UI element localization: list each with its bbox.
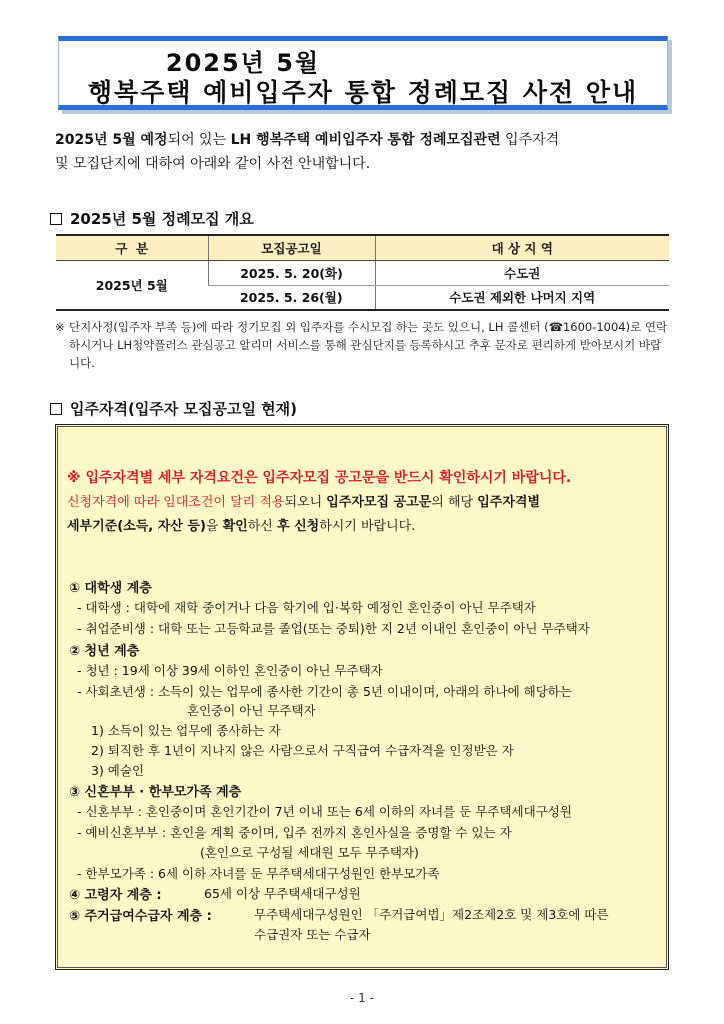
- intro-text-3: 및 모집단지에 대하여 아래와 같이 사전 안내합니다.: [55, 156, 371, 172]
- eligibility-guidance: [67, 491, 662, 539]
- region-cell: 수도권: [375, 260, 669, 285]
- guidance-bold: 후 신청: [276, 519, 320, 534]
- eligibility-group-title: ⑤ 주거급여수급자 계층 :: [69, 909, 212, 924]
- eligibility-item: - 신혼부부 : 혼인중이며 혼인기간이 7년 이내 또는 6세 이하의 자녀를 둔 무주택세대구성원: [77, 804, 572, 819]
- period-cell: 2025년 5월: [56, 260, 208, 310]
- eligibility-item: - 청년 : 19세 이상 39세 이하인 혼인중이 아닌 무주택자: [77, 663, 383, 678]
- eligibility-item: 65세 이상 무주택세대구성원: [204, 886, 361, 901]
- title-banner: [58, 36, 668, 110]
- eligibility-group-title: ② 청년 계층: [69, 644, 140, 659]
- eligibility-item: 무주택세대구성원인 「주거급여법」제2조제2호 및 제3호에 따른: [254, 907, 609, 922]
- eligibility-item: 수급권자 또는 수급자: [254, 927, 371, 942]
- eligibility-item: - 사회초년생 : 소득이 있는 업무에 종사한 기간이 총 5년 이내이며, 아래의 하나에 해당하는: [77, 684, 572, 699]
- eligibility-group-title: ① 대학생 계층: [69, 581, 152, 596]
- guidance-bold: 확인: [222, 519, 248, 534]
- eligibility-group-title: ④ 고령자 계층 :: [69, 888, 162, 903]
- header-category: 구 분: [56, 235, 208, 260]
- guidance-text: 되오니: [284, 495, 327, 510]
- overview-note: [55, 318, 670, 372]
- page-number: - 1 -: [350, 991, 374, 1005]
- eligibility-item: 1) 소득이 있는 업무에 종사하는 자: [91, 723, 281, 738]
- date-cell: 2025. 5. 20(화): [208, 260, 375, 285]
- eligibility-item: - 대학생 : 대학에 재학 중이거나 다음 학기에 입·복학 예정인 혼인중이 아닌 무주택자: [77, 600, 536, 615]
- eligibility-item: - 한부모가족 : 6세 이하 자녀를 둔 무주택세대구성원인 한부모가족: [77, 866, 440, 881]
- schedule-table: [56, 234, 669, 311]
- region-cell: 수도권 제외한 나머지 지역: [375, 285, 669, 310]
- eligibility-item: 2) 퇴직한 후 1년이 지나지 않은 사람으로서 구직급여 수급자격을 인정받은 자: [91, 743, 514, 758]
- overview-heading-text: 2025년 5월 정례모집 개요: [70, 210, 254, 228]
- eligibility-box: [55, 424, 669, 970]
- intro-text-1: 되어 있는: [167, 132, 231, 148]
- eligibility-item: (혼인으로 구성될 세대원 모두 무주택자): [200, 845, 419, 860]
- header-date: 모집공고일: [208, 235, 375, 260]
- eligibility-heading: [50, 398, 297, 419]
- guidance-text: 을: [205, 519, 223, 534]
- title-line-2: 행복주택 예비입주자 통합 정례모집 사전 안내: [87, 78, 639, 107]
- overview-heading: [50, 208, 254, 229]
- guidance-red-text: 신청자격에 따라 임대조건이 달리 적용: [67, 495, 285, 510]
- eligibility-warning: ※ 입주자격별 세부 자격요건은 입주자모집 공고문을 반드시 확인하시기 바랍니다.: [67, 470, 572, 486]
- eligibility-group-title: ③ 신혼부부 · 한부모가족 계층: [69, 785, 242, 800]
- eligibility-item: 혼인중이 아닌 무주택자: [187, 703, 316, 718]
- eligibility-item: 3) 예술인: [91, 763, 145, 778]
- guidance-bold: 입주자모집 공고문: [326, 495, 432, 510]
- eligibility-item: - 예비신혼부부 : 혼인을 계획 중이며, 입주 전까지 혼인사실을 증명할 수 있는 자: [77, 825, 512, 840]
- note-mark: ※: [55, 320, 65, 334]
- note-text: 단지사정(입주자 부족 등)에 따라 정기모집 외 입주자를 수시모집 하는 곳도 있으니, LH 콜센터 (☎1600-1004)로 연락하시거나 LH청약플러스 관심공고 알리미 서비스를 통해 관심단지를 등록하시고 추후 문자로 편리하게 받아보시기 바랍니다.: [69, 320, 668, 370]
- date-cell: 2025. 5. 26(월): [208, 285, 375, 310]
- checkbox-square-icon: [50, 403, 62, 415]
- header-region: 대 상 지 역: [375, 235, 669, 260]
- eligibility-heading-text: 입주자격(입주자 모집공고일 현재): [70, 400, 298, 418]
- intro-text-2: 입주자격: [500, 132, 560, 148]
- checkbox-square-icon: [50, 213, 62, 225]
- title-line-1: 2025년 5월: [165, 49, 321, 77]
- intro-bold-1: 2025년 5월 예정: [55, 132, 168, 148]
- guidance-text: 의 해당: [431, 495, 478, 510]
- guidance-bold: 입주자격별: [477, 495, 541, 510]
- guidance-bold: 세부기준(소득, 자산 등): [67, 519, 206, 534]
- table-header-row: [56, 235, 669, 260]
- intro-bold-2: LH 행복주택 예비입주자 통합 정례모집관련: [230, 132, 501, 148]
- eligibility-item: - 취업준비생 : 대학 또는 고등학교를 졸업(또는 중퇴)한 지 2년 이내인 혼인중이 아닌 무주택자: [77, 621, 590, 636]
- table-row: [56, 260, 669, 285]
- guidance-text: 하신: [247, 519, 277, 534]
- guidance-text: 하시기 바랍니다.: [319, 519, 416, 534]
- intro-paragraph: [55, 128, 675, 176]
